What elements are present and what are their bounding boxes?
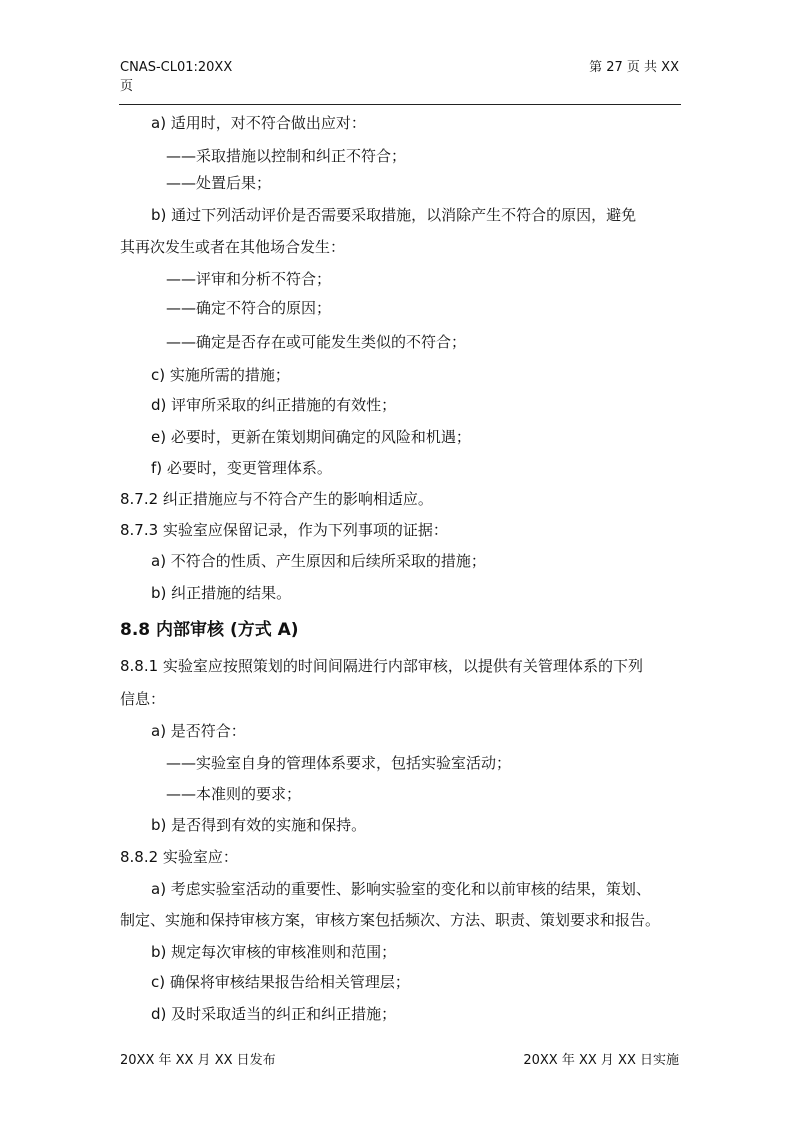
clause-8-7-2: 8.7.2 纠正措施应与不符合产生的影响相适应。 [120,490,433,508]
section-heading: 8.8 内部审核 (方式 A) [120,620,299,640]
list-item: a) 不符合的性质、产生原因和后续所采取的措施； [151,552,486,570]
list-item: b) 纠正措施的结果。 [151,584,292,602]
list-item: c) 实施所需的措施； [151,366,290,384]
list-item: ——处置后果； [166,174,272,192]
issue-date: 20XX 年 XX 月 XX 日发布 [120,1053,276,1068]
paragraph-continuation: 其再次发生或者在其他场合发生： [120,238,346,256]
clause-8-7-3: 8.7.3 实验室应保留记录，作为下列事项的证据： [120,521,448,539]
page-number-info: 第 27 页 共 XX [589,60,679,75]
list-item: e) 必要时，更新在策划期间确定的风险和机遇； [151,428,471,446]
list-item: a) 考虑实验室活动的重要性、影响实验室的变化和以前审核的结果，策划、 [151,880,651,898]
paragraph-continuation: 信息： [120,690,166,708]
list-item: c) 确保将审核结果报告给相关管理层； [151,973,410,991]
list-item: ——确定不符合的原因； [166,299,332,317]
effective-date: 20XX 年 XX 月 XX 日实施 [523,1053,679,1068]
list-item: ——实验室自身的管理体系要求，包括实验室活动； [166,754,512,772]
document-code-suffix: 页 [120,79,134,94]
list-item: a) 适用时，对不符合做出应对： [151,114,366,132]
list-item: b) 通过下列活动评价是否需要采取措施，以消除产生不符合的原因，避免 [151,206,637,224]
header-divider [119,104,681,105]
document-code [120,58,270,96]
list-item: a) 是否符合： [151,722,246,740]
list-item: ——本准则的要求； [166,785,302,803]
clause-8-8-2: 8.8.2 实验室应： [120,848,238,866]
list-item: b) 是否得到有效的实施和保持。 [151,816,367,834]
list-item: ——确定是否存在或可能发生类似的不符合； [166,333,467,351]
paragraph-continuation: 制定、实施和保持审核方案，审核方案包括频次、方法、职责、策划要求和报告。 [120,911,661,929]
document-code-text: CNAS-CL01:20XX [120,60,233,75]
list-item: ——采取措施以控制和纠正不符合； [166,147,407,165]
list-item: f) 必要时，变更管理体系。 [151,459,332,477]
list-item: d) 评审所采取的纠正措施的有效性； [151,396,397,414]
list-item: b) 规定每次审核的审核准则和范围； [151,943,397,961]
clause-8-8-1: 8.8.1 实验室应按照策划的时间间隔进行内部审核，以提供有关管理体系的下列 [120,657,643,675]
list-item: ——评审和分析不符合； [166,270,332,288]
list-item: d) 及时采取适当的纠正和纠正措施； [151,1005,397,1023]
